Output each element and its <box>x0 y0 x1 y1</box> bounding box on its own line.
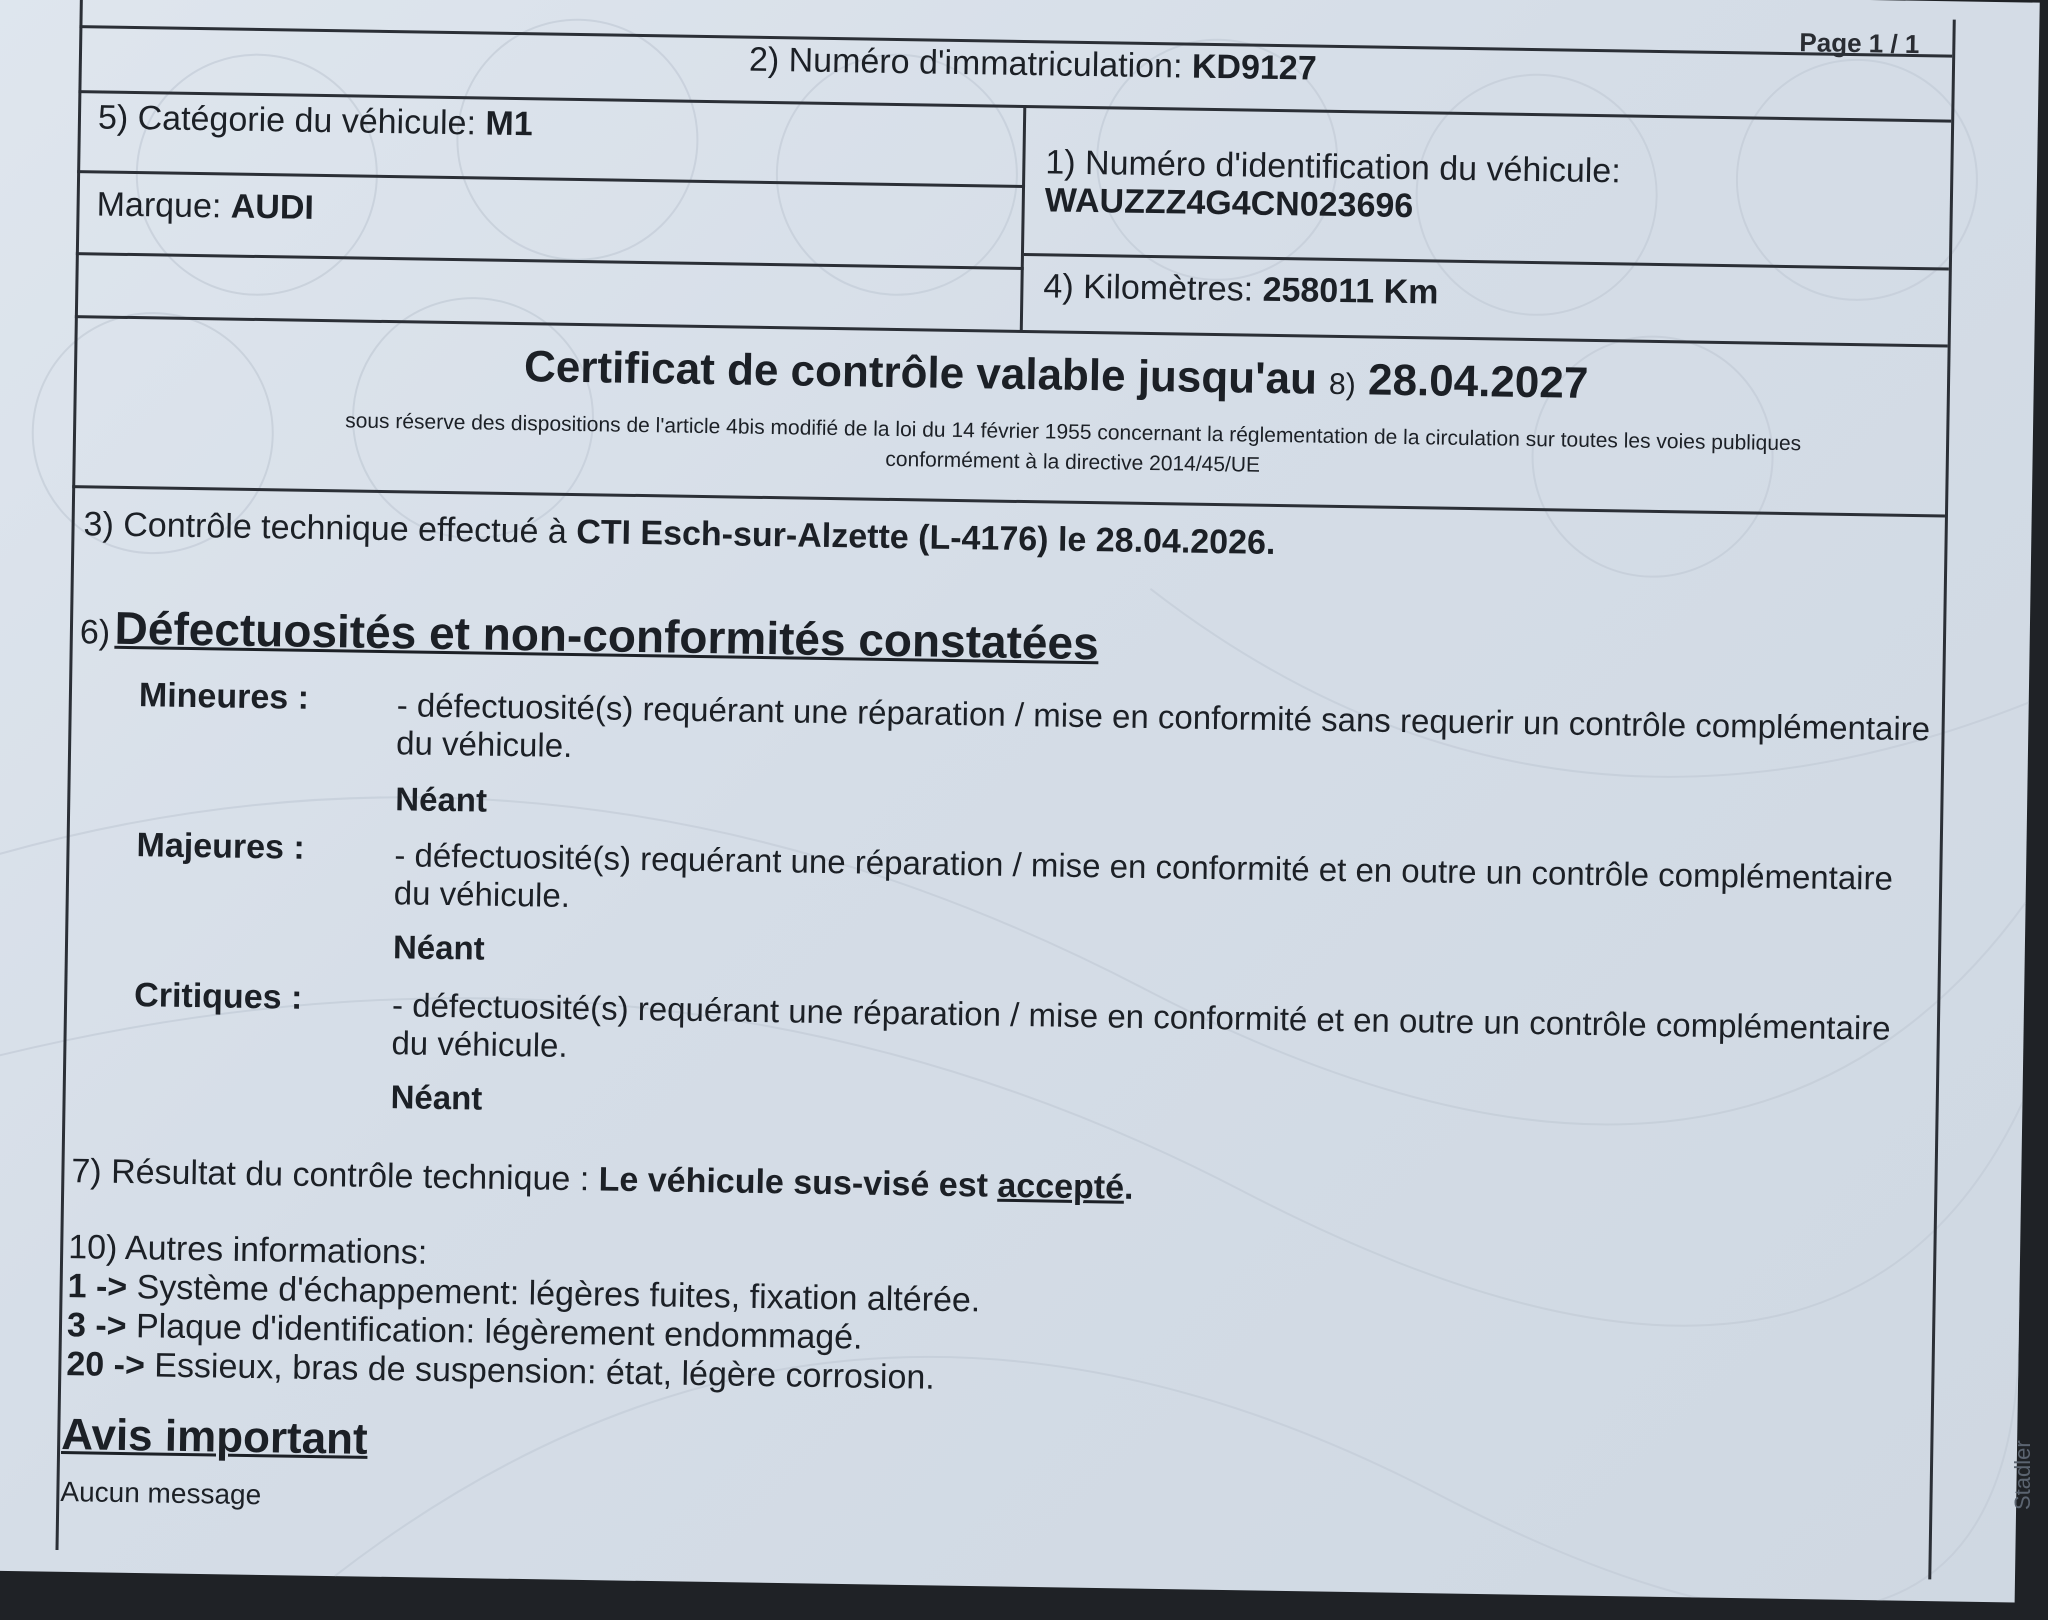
km-field <box>1043 267 1439 312</box>
result-status: accepté <box>997 1166 1125 1207</box>
control-label: 3) Contrôle technique effectué à <box>83 505 568 551</box>
category-field <box>98 98 533 144</box>
defects-title: Défectuosités et non-conformités constatées <box>114 601 1100 670</box>
certificate-date: 28.04.2027 <box>1367 355 1589 408</box>
certificate-marker: 8) <box>1328 367 1357 402</box>
other-info-text: Plaque d'identification: légèrement endommagé. <box>135 1307 863 1357</box>
other-info-code: 3 -> <box>66 1306 127 1346</box>
defect-description: - défectuosité(s) requérant une réparation / mise en conformité sans requerir un contrôle complémentaire du véhicule. <box>395 686 1931 764</box>
page-number: Page 1 / 1 <box>1799 27 1920 60</box>
other-info-code: 1 -> <box>67 1267 128 1307</box>
defect-value: Néant <box>390 1078 483 1117</box>
defect-label: Mineures : <box>138 676 310 717</box>
defects-number: 6) <box>79 613 111 652</box>
brand-value: AUDI <box>230 187 315 227</box>
result-label: 7) Résultat du contrôle technique : <box>71 1152 590 1199</box>
defect-description: - défectuosité(s) requérant une réparation / mise en conformité et en outre un contrôle complémentaire du véhicule. <box>393 836 1894 914</box>
defect-description: - défectuosité(s) requérant une réparation / mise en conformité et en outre un contrôle complémentaire du véhicule. <box>391 986 1891 1064</box>
vin-label: 1) Numéro d'identification du véhicule: <box>1045 143 1622 191</box>
control-joiner: le <box>1057 520 1087 560</box>
control-date: 28.04.2026 <box>1095 521 1267 562</box>
result-value: Le véhicule sus-visé est <box>598 1160 989 1205</box>
vin-field <box>1045 143 1621 228</box>
defect-value: Néant <box>392 928 485 967</box>
category-value: M1 <box>485 104 533 144</box>
other-info <box>66 1228 981 1398</box>
other-info-text: Système d'échappement: légères fuites, fixation altérée. <box>136 1268 981 1320</box>
other-info-title: 10) Autres informations: <box>67 1228 428 1272</box>
side-stamp: Stadler <box>2010 1440 2035 1510</box>
notice-title: Avis important <box>60 1410 369 1464</box>
brand-label: Marque: <box>96 185 222 226</box>
other-info-text: Essieux, bras de suspension: état, légère corrosion. <box>154 1346 936 1397</box>
control-place: CTI Esch-sur-Alzette (L-4176) <box>575 513 1049 559</box>
defect-value: Néant <box>395 780 488 819</box>
defect-label: Critiques : <box>133 976 303 1017</box>
vin-value: WAUZZZ4G4CN023696 <box>1044 181 1414 226</box>
km-value: 258011 Km <box>1262 270 1439 312</box>
control-end: . <box>1265 523 1276 562</box>
notice-message: Aucun message <box>60 1476 262 1511</box>
category-label: 5) Catégorie du véhicule: <box>97 98 477 143</box>
registration-label: 2) Numéro d'immatriculation: <box>748 40 1183 86</box>
registration-value: KD9127 <box>1191 47 1317 88</box>
result-end: . <box>1123 1168 1134 1207</box>
other-info-code: 20 -> <box>66 1345 146 1385</box>
certificate-title-text: Certificat de contrôle valable jusqu'au <box>523 342 1318 404</box>
brand-field <box>96 185 314 227</box>
certificate-sheet <box>45 0 2020 1620</box>
defect-label: Majeures : <box>136 826 306 867</box>
certificate-note: sous réserve des dispositions de l'article 4bis modifié de la loi du 14 février 1955 concernant la réglementation de la circulation sur toutes les voies publiques conformément à la directive 2014/45/UE <box>344 409 1802 477</box>
km-label: 4) Kilomètres: <box>1043 267 1254 309</box>
